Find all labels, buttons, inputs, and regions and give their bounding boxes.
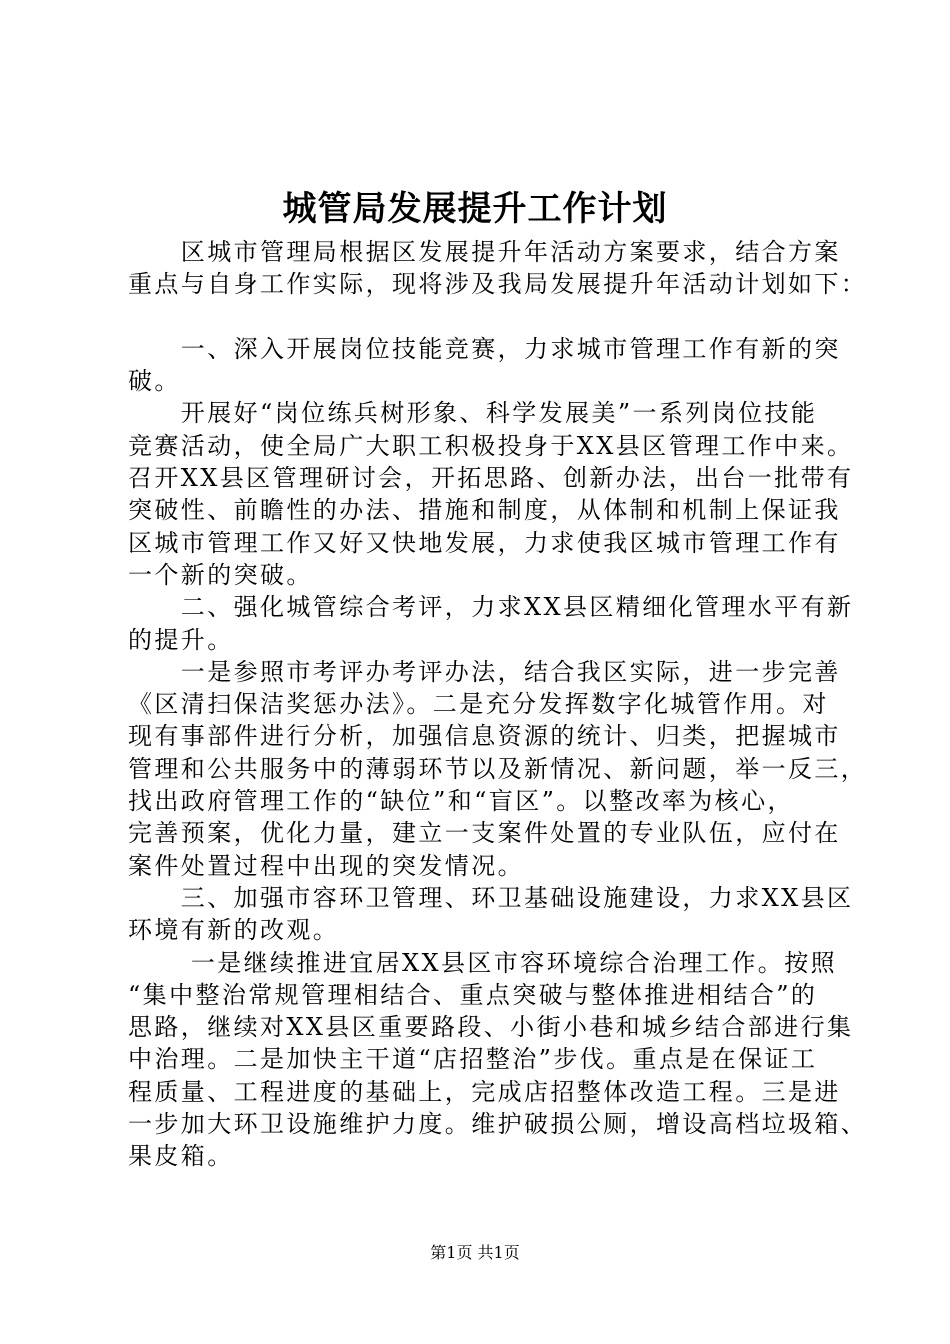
- body-line: 一是继续推进宜居XX县区市容环境综合治理工作。按照: [128, 948, 837, 977]
- body-line: 召开XX县区管理研讨会，开拓思路、创新办法，出台一批带有: [128, 464, 854, 493]
- body-line: 区城市管理局根据区发展提升年活动方案要求，结合方案: [128, 238, 841, 266]
- body-line: 开展好“岗位练兵树形象、科学发展美”一系列岗位技能: [128, 399, 818, 428]
- section-heading: 二、强化城管综合考评，力求XX县区精细化管理水平有新: [128, 593, 854, 622]
- body-line: 一步加大环卫设施维护力度。维护破损公厕，增设高档垃圾箱、: [128, 1110, 868, 1139]
- body-line: 重点与自身工作实际，现将涉及我局发展提升年活动计划如下：: [128, 270, 868, 299]
- body-line: 区城市管理工作又好又快地发展，力求使我区城市管理工作有: [128, 528, 841, 557]
- section-heading: 三、加强市容环卫管理、环卫基础设施建设，力求XX县区: [128, 883, 854, 912]
- document-body: [128, 236, 868, 1173]
- body-line: 一是参照市考评办考评办法，结合我区实际，进一步完善: [128, 657, 841, 686]
- body-line: 中治理。二是加快主干道“店招整治”步伐。重点是在保证工: [128, 1045, 818, 1074]
- body-line: “集中整治常规管理相结合、重点突破与整体推进相结合”的: [128, 980, 818, 1009]
- body-line: 案件处置过程中出现的突发情况。: [128, 851, 524, 880]
- section-heading: 一、深入开展岗位技能竞赛，力求城市管理工作有新的突: [128, 334, 841, 363]
- body-line: 程质量、工程进度的基础上，完成店招整体改造工程。三是进: [128, 1077, 841, 1106]
- blank-line: [128, 301, 834, 333]
- body-line: 找出政府管理工作的“缺位”和“盲区”。以整改率为核心，: [128, 787, 794, 816]
- body-line: 思路，继续对XX县区重要路段、小街小巷和城乡结合部进行集: [128, 1013, 854, 1042]
- body-line: 现有事部件进行分析，加强信息资源的统计、归类，把握城市: [128, 722, 841, 751]
- page-footer: 第1页 共1页: [430, 1243, 520, 1262]
- body-line: 管理和公共服务中的薄弱环节以及新情况、新问题，举一反三，: [128, 754, 868, 783]
- section-heading: 环境有新的改观。: [128, 916, 340, 945]
- body-line: 果皮箱。: [128, 1142, 234, 1171]
- body-line: 竞赛活动，使全局广大职工积极投身于XX县区管理工作中来。: [128, 431, 854, 460]
- section-heading: 的提升。: [128, 625, 234, 654]
- body-line: 《区清扫保洁奖惩办法》。二是充分发挥数字化城管作用。对: [128, 690, 829, 719]
- section-heading: 破。: [128, 367, 181, 396]
- body-line: 突破性、前瞻性的办法、措施和制度，从体制和机制上保证我: [128, 496, 841, 525]
- body-line: 完善预案，优化力量，建立一支案件处置的专业队伍，应付在: [128, 819, 841, 848]
- document-title: 城管局发展提升工作计划: [282, 189, 668, 229]
- body-line: 一个新的突破。: [128, 560, 313, 589]
